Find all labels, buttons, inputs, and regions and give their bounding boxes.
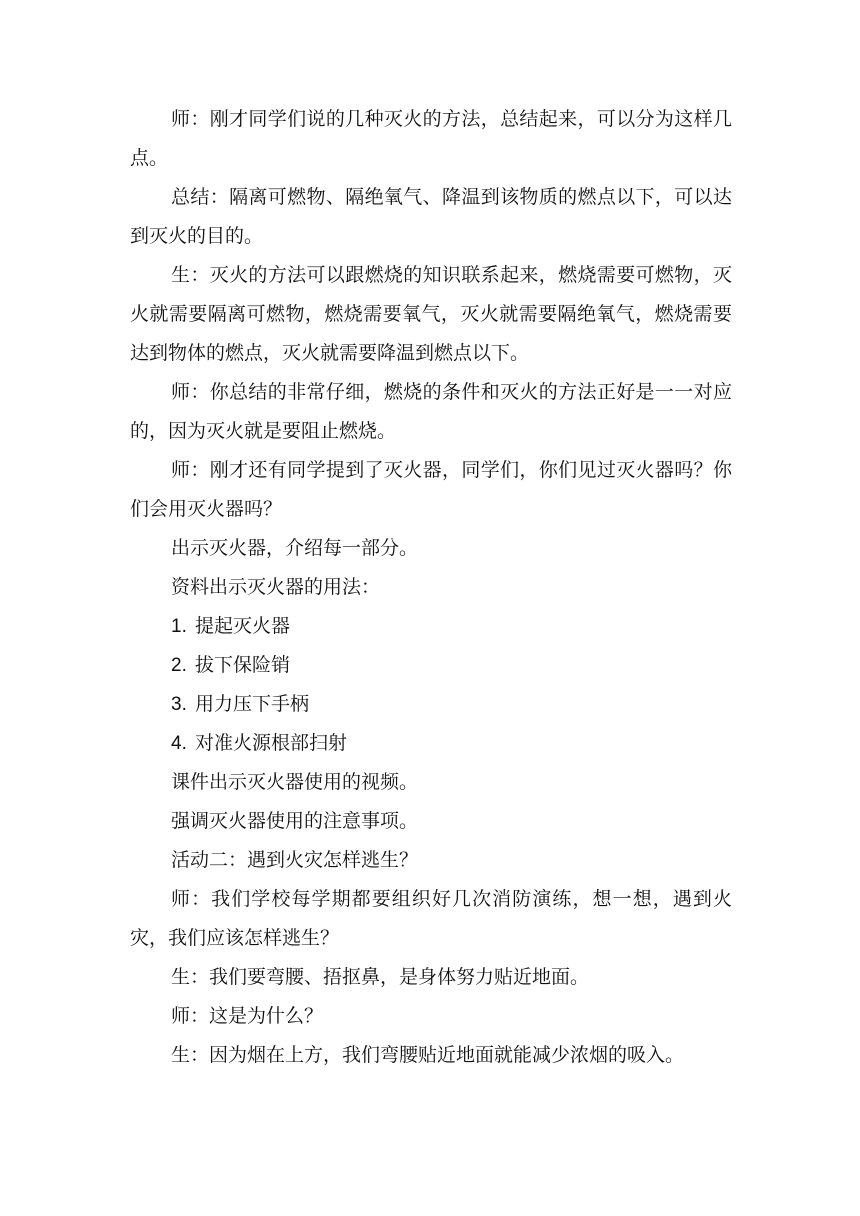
paragraph: 生：灭火的方法可以跟燃烧的知识联系起来，燃烧需要可燃物，灭火就需要隔离可燃物，燃烧需要氧气，灭火就需要隔绝氧气，燃烧需要达到物体的燃点，灭火就需要降温到燃点以下。	[130, 264, 732, 364]
paragraph: 师：这是为什么？	[171, 1005, 324, 1027]
paragraph: 资料出示灭火器的用法：	[171, 576, 381, 598]
paragraph: 出示灭火器，介绍每一部分。	[171, 537, 419, 559]
paragraph: 生：因为烟在上方，我们弯腰贴近地面就能减少浓烟的吸入。	[171, 1044, 685, 1066]
paragraph: 总结：隔离可燃物、隔绝氧气、降温到该物质的燃点以下，可以达到灭火的目的。	[130, 186, 732, 247]
list-item	[130, 646, 732, 685]
list-item-text: 提起灭火器	[195, 615, 291, 637]
list-item-text: 用力压下手柄	[195, 693, 310, 715]
list-item	[130, 724, 732, 763]
list-item-number: 2.	[171, 655, 187, 676]
list-item-text: 拔下保险销	[195, 654, 291, 676]
list-item-number: 3.	[171, 694, 187, 715]
paragraph: 强调灭火器使用的注意事项。	[171, 810, 419, 832]
paragraph: 师：你总结的非常仔细，燃烧的条件和灭火的方法正好是一一对应的，因为灭火就是要阻止燃烧。	[130, 381, 732, 442]
paragraph: 课件出示灭火器使用的视频。	[171, 771, 419, 793]
paragraph: 生：我们要弯腰、捂抠鼻，是身体努力贴近地面。	[171, 966, 590, 988]
list-item-number: 1.	[171, 616, 187, 637]
list-item-text: 对准火源根部扫射	[195, 732, 348, 754]
section-heading: 活动二：遇到火灾怎样逃生？	[171, 849, 419, 871]
list-item	[130, 607, 732, 646]
paragraph: 师：刚才同学们说的几种灭火的方法，总结起来，可以分为这样几点。	[130, 108, 732, 169]
document-body	[130, 100, 732, 1075]
list-item-number: 4.	[171, 733, 187, 754]
paragraph: 师：我们学校每学期都要组织好几次消防演练，想一想，遇到火灾，我们应该怎样逃生？	[130, 888, 732, 949]
paragraph: 师：刚才还有同学提到了灭火器，同学们，你们见过灭火器吗？你们会用灭火器吗？	[130, 459, 732, 520]
list-item	[130, 685, 732, 724]
